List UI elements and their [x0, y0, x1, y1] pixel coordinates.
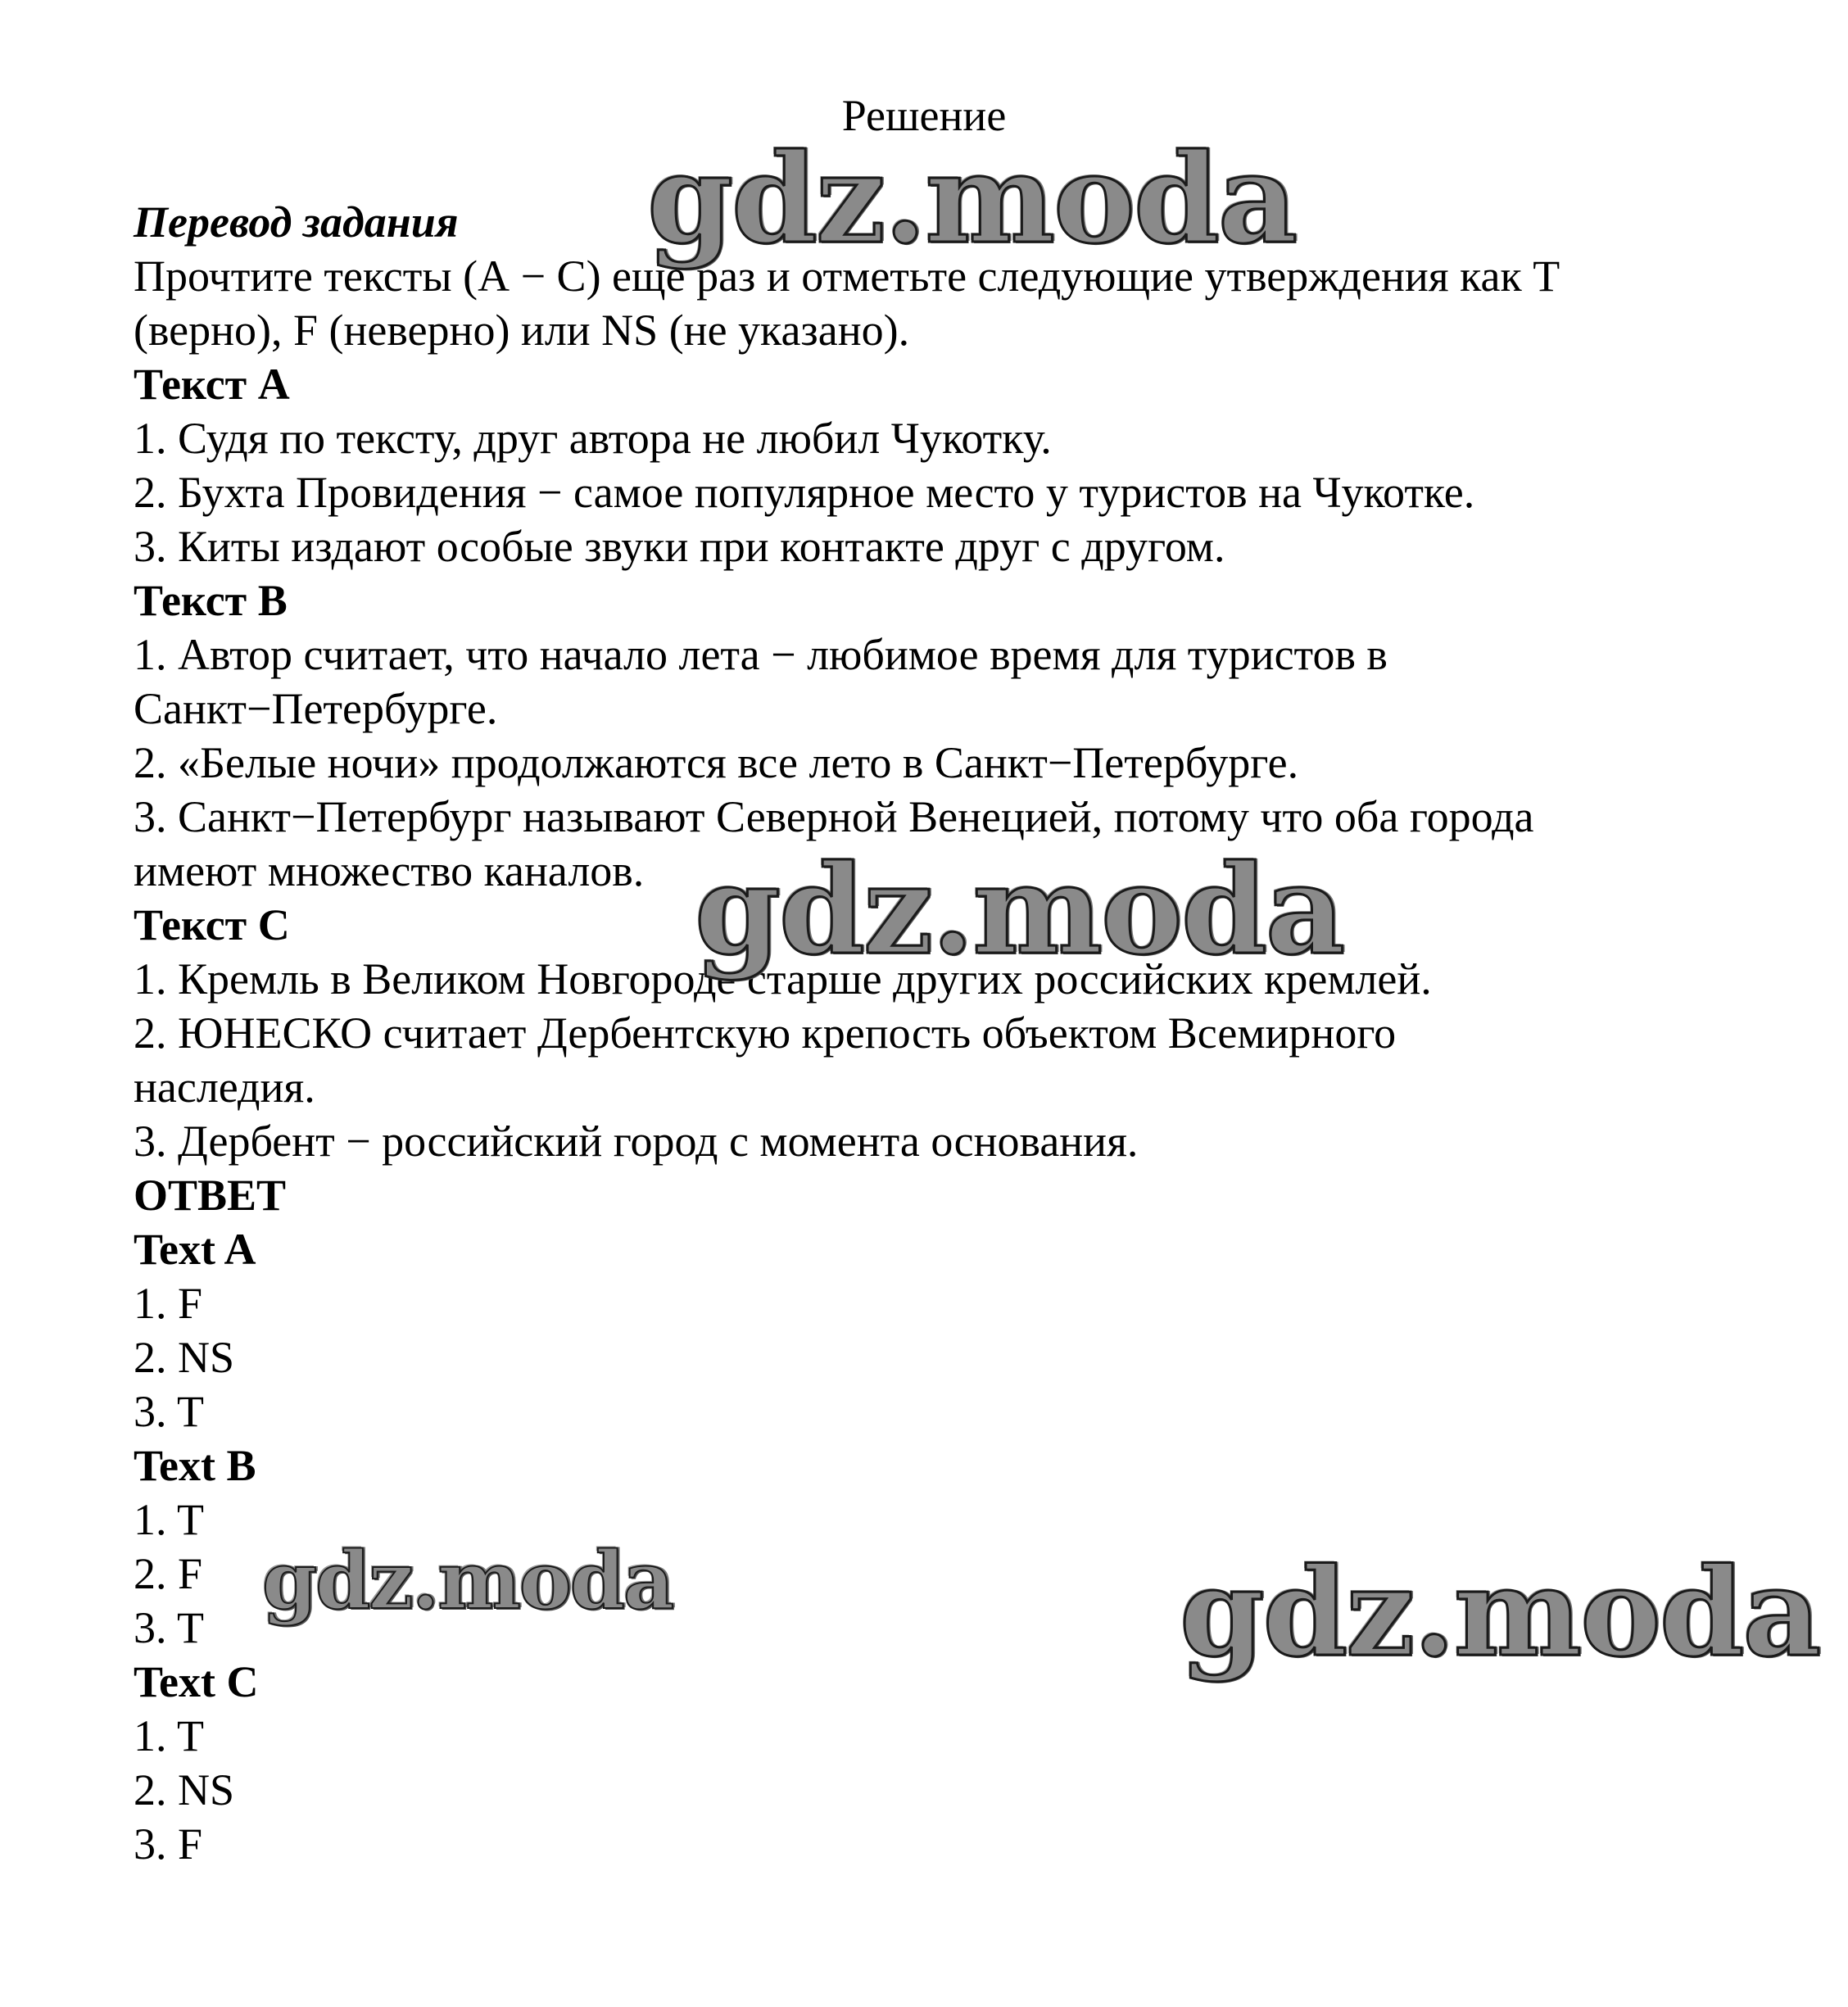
answer-b-2: 2. F — [134, 1549, 203, 1598]
watermark-logo: gdz.moda — [1180, 1541, 1820, 1683]
section-heading-text-c: Текст С — [134, 900, 290, 949]
watermark-logo: gdz.moda — [262, 1534, 673, 1627]
page-title: Решение — [841, 91, 1007, 140]
answer-heading-text-b: Text B — [134, 1441, 256, 1490]
watermark-logo: gdz.moda — [647, 127, 1297, 271]
section-heading-text-a: Текст А — [134, 360, 290, 409]
answer-b-1: 1. T — [134, 1495, 205, 1544]
statement-b-3-cont: имеют множество каналов. — [134, 846, 645, 895]
answer-heading-text-c: Text C — [134, 1657, 259, 1706]
statement-c-3: 3. Дербент − российский город с момента основания. — [134, 1117, 1139, 1166]
answer-heading: ОТВЕТ — [134, 1171, 287, 1220]
answer-b-3: 3. T — [134, 1603, 205, 1652]
answer-c-1: 1. T — [134, 1711, 205, 1760]
answer-a-2: 2. NS — [134, 1333, 235, 1382]
answer-a-3: 3. T — [134, 1387, 205, 1436]
statement-b-1: 1. Автор считает, что начало лета − любимое время для туристов в — [134, 630, 1388, 679]
section-heading-text-b: Текст В — [134, 576, 288, 625]
statement-c-2-cont: наследия. — [134, 1062, 315, 1112]
instruction-line-2: (верно), F (неверно) или NS (не указано). — [134, 306, 910, 355]
statement-a-2: 2. Бухта Провидения − самое популярное место у туристов на Чукотке. — [134, 468, 1475, 517]
statement-a-1: 1. Судя по тексту, друг автора не любил Чукотку. — [134, 414, 1052, 463]
answer-c-2: 2. NS — [134, 1765, 235, 1814]
answer-heading-text-a: Text A — [134, 1225, 256, 1274]
translation-heading: Перевод задания — [134, 197, 459, 247]
statement-a-3: 3. Киты издают особые звуки при контакте друг с другом. — [134, 522, 1225, 571]
statement-c-1: 1. Кремль в Великом Новгороде старше других российских кремлей. — [134, 954, 1432, 1004]
statement-b-3: 3. Санкт−Петербург называют Северной Венецией, потому что оба города — [134, 792, 1534, 841]
statement-b-1-cont: Санкт−Петербурге. — [134, 684, 498, 733]
statement-b-2: 2. «Белые ночи» продолжаются все лето в Санкт−Петербурге. — [134, 738, 1299, 787]
statement-c-2: 2. ЮНЕСКО считает Дербентскую крепость объектом Всемирного — [134, 1008, 1397, 1058]
answer-a-1: 1. F — [134, 1279, 203, 1328]
watermark-logo: gdz.moda — [695, 838, 1344, 982]
instruction-line-1: Прочтите тексты (А − С) еще раз и отметьте следующие утверждения как Т — [134, 251, 1560, 301]
answer-c-3: 3. F — [134, 1819, 203, 1869]
